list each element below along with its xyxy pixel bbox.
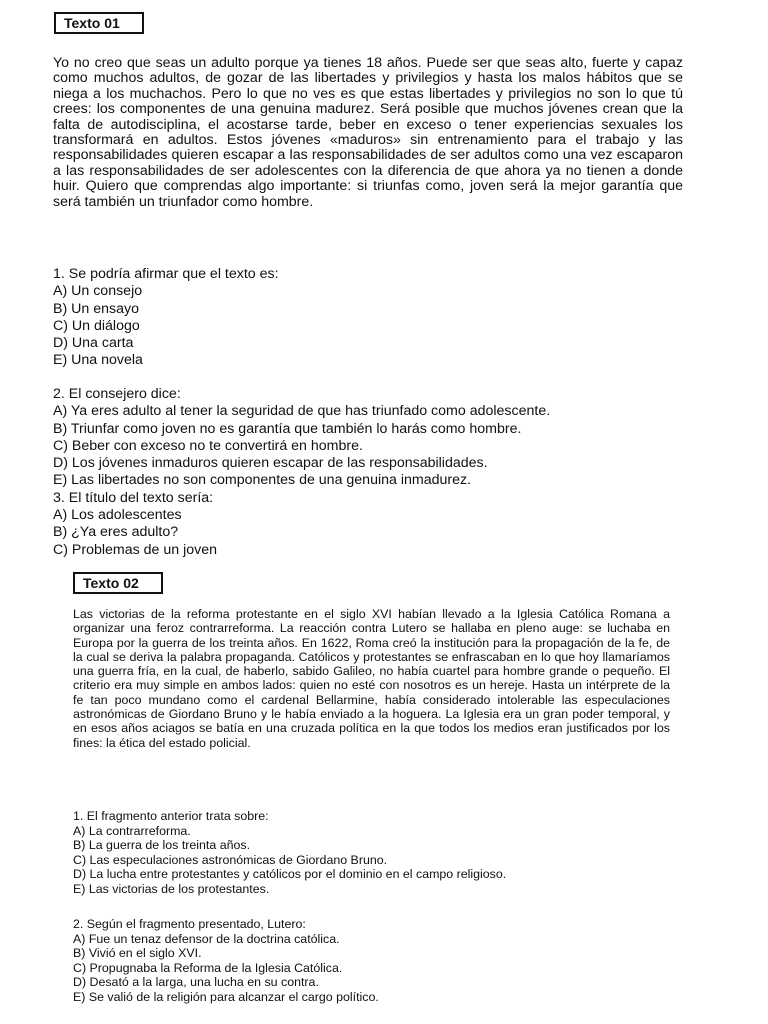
texto-01-question-1 [53, 266, 683, 370]
option-line: E) Las victorias de los protestantes. [73, 881, 270, 896]
option-line: E) Las libertades no son componentes de una genuina inmadurez. [53, 472, 472, 489]
question-line: 2. El consejero dice: [53, 386, 181, 402]
texto-02-question-1 [73, 809, 670, 897]
option-line: B) La guerra de los treinta años. [73, 838, 251, 853]
option-line: C) Las especulaciones astronómicas de Giordano Bruno. [73, 852, 388, 867]
option-line: C) Un diálogo [53, 317, 140, 334]
option-line: D) La lucha entre protestantes y católicos por el dominio en el campo religioso. [73, 867, 507, 882]
option-line: E) Se valió de la religión para alcanzar el cargo político. [73, 989, 379, 1004]
option-line: A) Fue un tenaz defensor de la doctrina católica. [73, 931, 340, 946]
option-line: D) Desató a la larga, una lucha en su contra. [73, 975, 319, 990]
texto-02-question-2 [73, 917, 670, 1005]
option-line: D) Los jóvenes inmaduros quieren escapar de las responsabilidades. [53, 455, 488, 472]
question-line: 3. El título del texto sería: [53, 489, 214, 506]
question-line: 2. Según el fragmento presentado, Lutero: [73, 917, 306, 931]
option-line: A) Ya eres adulto al tener la seguridad de que has triunfado como adolescente. [53, 403, 551, 420]
option-line: C) Problemas de un joven [53, 541, 218, 558]
option-line: D) Una carta [53, 335, 134, 352]
question-line: 1. El fragmento anterior trata sobre: [73, 809, 269, 823]
option-line: B) Vivió en el siglo XVI. [73, 946, 202, 961]
option-line: A) La contrarreforma. [73, 823, 191, 838]
option-line: C) Beber con exceso no te convertirá en hombre. [53, 437, 363, 454]
option-line: E) Una novela [53, 352, 143, 369]
option-line: A) Los adolescentes [53, 507, 182, 524]
texto-01-paragraph: Yo no creo que seas un adulto porque ya tienes 18 años. Puede ser que seas alto, fuerte y capaz como muchos adultos, de gozar de las libertades y privilegios y hasta los malos hábitos que se niega a los muchachos. Pero lo que no ves es que estas libertades y privilegios no son lo que tú crees: los componentes de una genuina madurez. Será posible que muchos jóvenes crean que la falta de autodisciplina, el acostarse tarde, beber en exceso o tener experiencias sexuales los transformará en adultos. Estos jóvenes «maduros» sin entrenamiento para el trabajo y las responsabilidades quieren escapar a las responsabilidades de ser adultos como una vez escaparon a las responsabilidades de ser adolescentes con la diferencia de que ahora ya no tienen a donde huir. Quiero que comprendas algo importante: si triunfas como, joven será la mejor garantía que será también un triunfador como hombre. [53, 55, 683, 210]
texto-01-title: Texto 01 [54, 12, 144, 34]
option-line: C) Propugnaba la Reforma de la Iglesia Católica. [73, 960, 343, 975]
question-line: 1. Se podría afirmar que el texto es: [53, 266, 279, 282]
option-line: B) ¿Ya eres adulto? [53, 524, 179, 541]
option-line: A) Un consejo [53, 283, 143, 300]
option-line: B) Un ensayo [53, 300, 139, 317]
texto-01-questions-2-3 [53, 386, 683, 559]
texto-02-paragraph: Las victorias de la reforma protestante en el siglo XVI habían llevado a la Iglesia Católica Romana a organizar una feroz contrarreforma. La reacción contra Lutero se hallaba en pleno auge: se luchaba en Europa por la guerra de los treinta años. En 1622, Roma creó la institución para la propagación de la fe, de la cual se deriva la palabra propaganda. Católicos y protestantes se enfrascaban en lo que hoy llamaríamos una guerra fría, en la cual, de haberlo, sabido Galileo, no había cuartel para hombre grande o pequeño. El criterio era muy simple en ambos lados: quien no esté con nosotros es un hereje. Hasta un intérprete de la fe tan poco mundano como el cardenal Bellarmine, había considerado intolerable las especulaciones astronómicas de Giordano Bruno y le había enviado a la hoguera. La Iglesia era un gran poder temporal, y en esos años aciagos se batía en una cruzada política en la que todos los medios eran justificados por los fines: la ética del estado policial. [73, 607, 670, 750]
option-line: B) Triunfar como joven no es garantía que también lo harás como hombre. [53, 420, 522, 437]
texto-02-title: Texto 02 [73, 572, 163, 594]
